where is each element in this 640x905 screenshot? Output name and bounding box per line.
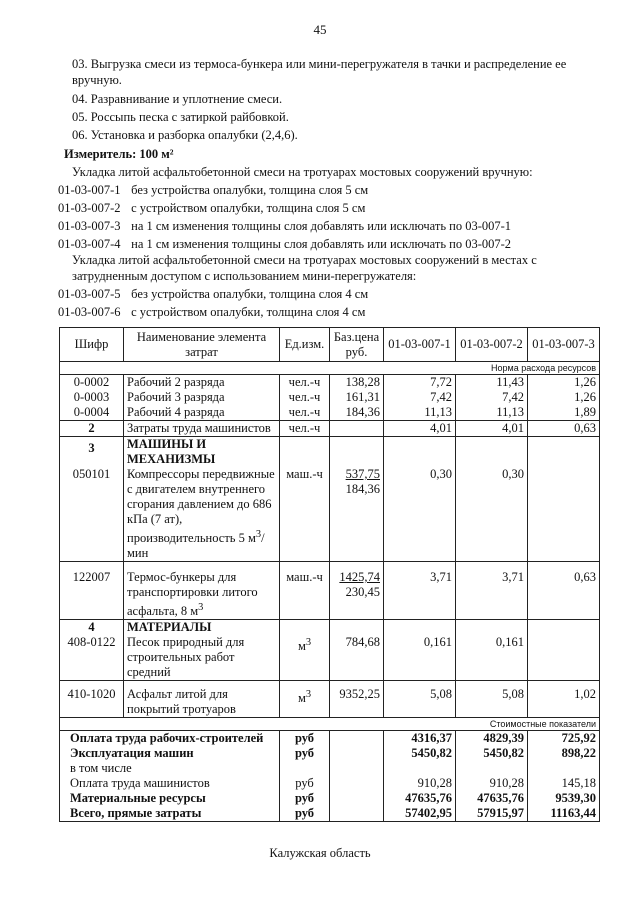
row-code: 0-0003	[60, 390, 124, 405]
row-v1: 0,30	[384, 467, 456, 562]
row-v2: 0,161	[456, 635, 528, 681]
step-04: 04. Разравнивание и уплотнение смеси.	[72, 92, 283, 106]
row-v1: 0,161	[384, 635, 456, 681]
row-unit: чел.-ч	[280, 375, 330, 391]
table-row	[60, 421, 600, 437]
row-v1: 4,01	[384, 421, 456, 437]
total-v2: 47635,76	[456, 791, 528, 806]
col-v3: 01-03-007-3	[528, 328, 600, 362]
total-v3: 145,18	[528, 776, 600, 791]
row-name: Песок природный для строительных работ средний	[124, 635, 280, 681]
step-06: 06. Установка и разборка опалубки (2,4,6).	[72, 128, 298, 142]
row-v2: 5,08	[456, 681, 528, 718]
row-v3: 1,26	[528, 375, 600, 391]
row-unit-text: м	[297, 691, 306, 706]
row-name	[124, 562, 280, 620]
row-price: 9352,25	[330, 681, 384, 718]
row-price: 784,68	[330, 635, 384, 681]
row-price-machinist: 184,36	[345, 482, 380, 496]
page-number: 45	[313, 22, 327, 37]
section-code: 4	[60, 620, 124, 636]
table-row	[60, 635, 600, 681]
row-v2: 11,13	[456, 405, 528, 421]
row-v3	[528, 467, 600, 562]
item-text: на 1 см изменения толщины слоя добавлять или исключать по 03-007-1	[131, 219, 512, 233]
col-v1: 01-03-007-1	[384, 328, 456, 362]
total-v3: 11163,44	[528, 806, 600, 822]
row-code: 410-1020	[60, 681, 124, 718]
section-title: МАТЕРИАЛЫ	[124, 620, 280, 636]
row-name: Рабочий 3 разряда	[124, 390, 280, 405]
row-unit-text: м	[297, 639, 306, 654]
total-v1: 47635,76	[384, 791, 456, 806]
table-row	[60, 681, 600, 718]
row-v3: 0,63	[528, 421, 600, 437]
row-price	[330, 562, 384, 620]
item-text: на 1 см изменения толщины слоя добавлять или исключать по 03-007-2	[131, 237, 512, 251]
row-unit	[280, 635, 330, 681]
item-text: с устройством опалубки, толщина слоя 4 см	[131, 305, 366, 319]
row-price	[330, 421, 384, 437]
total-row	[60, 806, 600, 822]
item-text: с устройством опалубки, толщина слоя 5 см	[131, 201, 366, 215]
row-price: 161,31	[330, 390, 384, 405]
total-v1: 4316,37	[384, 731, 456, 747]
row-name-tail: /мин	[127, 531, 265, 561]
item-code: 01-03-007-2	[58, 201, 121, 215]
row-v1: 5,08	[384, 681, 456, 718]
norm-caption: Норма расхода ресурсов	[60, 362, 600, 375]
item-01-03-007-4	[58, 236, 511, 252]
row-v2: 4,01	[456, 421, 528, 437]
row-name-text: Компрессоры передвижные с двигателем внутреннего сгорания давлением до 686 кПа (7 ат), производительность 5 м	[127, 467, 275, 546]
item-code: 01-03-007-1	[58, 183, 121, 197]
resource-table	[59, 327, 600, 822]
col-unit: Ед.изм.	[280, 328, 330, 362]
total-v1	[384, 761, 456, 776]
table-row	[60, 467, 600, 562]
section-title: МАШИНЫ И МЕХАНИЗМЫ	[124, 437, 280, 468]
table-row	[60, 390, 600, 405]
row-code: 122007	[60, 562, 124, 620]
total-v2: 910,28	[456, 776, 528, 791]
item-code: 01-03-007-5	[58, 287, 121, 301]
col-v2: 01-03-007-2	[456, 328, 528, 362]
cost-caption: Стоимостные показатели	[60, 718, 600, 731]
row-price: 138,28	[330, 375, 384, 391]
total-unit: руб	[280, 791, 330, 806]
total-v3	[528, 761, 600, 776]
total-v3: 725,92	[528, 731, 600, 747]
item-01-03-007-5	[58, 286, 368, 302]
row-v2: 11,43	[456, 375, 528, 391]
row-v1: 7,72	[384, 375, 456, 391]
total-v3: 898,22	[528, 746, 600, 761]
row-code: 2	[60, 421, 124, 437]
total-unit	[280, 761, 330, 776]
table-row	[60, 562, 600, 620]
measure-unit: Измеритель: 100 м²	[64, 147, 174, 161]
row-name: Рабочий 4 разряда	[124, 405, 280, 421]
item-code: 01-03-007-6	[58, 305, 121, 319]
footer-region: Калужская область	[269, 846, 371, 860]
total-v1: 5450,82	[384, 746, 456, 761]
intro-manual: Укладка литой асфальтобетонной смеси на тротуарах мостовых сооружений вручную:	[72, 165, 533, 179]
total-name: Оплата труда рабочих-строителей	[60, 731, 280, 747]
row-v3	[528, 635, 600, 681]
row-name: Затраты труда машинистов	[124, 421, 280, 437]
item-code: 01-03-007-3	[58, 219, 121, 233]
row-code: 408-0122	[60, 635, 124, 681]
norm-caption-row	[60, 362, 600, 375]
total-row	[60, 746, 600, 761]
row-name: Асфальт литой для покрытий тротуаров	[124, 681, 280, 718]
item-text: без устройства опалубки, толщина слоя 4 см	[131, 287, 369, 301]
step-05: 05. Россыпь песка с затиркой райбовкой.	[72, 110, 289, 124]
row-v3: 1,89	[528, 405, 600, 421]
row-name	[124, 467, 280, 562]
row-v1: 7,42	[384, 390, 456, 405]
row-unit: чел.-ч	[280, 405, 330, 421]
total-name: Оплата труда машинистов	[60, 776, 280, 791]
row-unit: чел.-ч	[280, 390, 330, 405]
row-v3: 1,26	[528, 390, 600, 405]
total-unit: руб	[280, 731, 330, 747]
table-row	[60, 375, 600, 391]
row-price-main: 1425,74	[339, 570, 380, 585]
item-01-03-007-2	[58, 200, 365, 216]
row-v2: 3,71	[456, 562, 528, 620]
total-name: Эксплуатация машин	[60, 746, 280, 761]
section-machines-row	[60, 437, 600, 468]
total-v1: 910,28	[384, 776, 456, 791]
item-01-03-007-1	[58, 182, 368, 198]
col-name: Наименование элемента затрат	[124, 328, 280, 362]
col-price: Баз.цена руб.	[330, 328, 384, 362]
intro-mini-loader: Укладка литой асфальтобетонной смеси на тротуарах мостовых сооружений в местах с затрудненным доступом с использованием мини-перегружателя:	[72, 253, 537, 283]
row-code: 0-0002	[60, 375, 124, 391]
item-code: 01-03-007-4	[58, 237, 121, 251]
row-price	[330, 467, 384, 562]
total-name: Всего, прямые затраты	[60, 806, 280, 822]
step-03: 03. Выгрузка смеси из термоса-бункера или мини-перегружателя в тачки и распределение ее вручную.	[72, 57, 567, 87]
row-price-machinist: 230,45	[345, 585, 380, 600]
cost-caption-row	[60, 718, 600, 731]
item-text: без устройства опалубки, толщина слоя 5 см	[131, 183, 369, 197]
row-code: 0-0004	[60, 405, 124, 421]
row-unit-sup: 3	[305, 637, 312, 649]
total-row	[60, 791, 600, 806]
total-name: Материальные ресурсы	[60, 791, 280, 806]
total-v3: 9539,30	[528, 791, 600, 806]
row-v2: 7,42	[456, 390, 528, 405]
total-unit: руб	[280, 806, 330, 822]
row-unit: маш.-ч	[280, 467, 330, 562]
total-v1: 57402,95	[384, 806, 456, 822]
total-name: в том числе	[60, 761, 280, 776]
item-01-03-007-3	[58, 218, 511, 234]
row-v3: 1,02	[528, 681, 600, 718]
section-code: 3	[60, 437, 124, 468]
row-name-text: Термос-бункеры для транспортировки литого асфальта, 8 м	[127, 570, 258, 619]
row-v2: 0,30	[456, 467, 528, 562]
total-v2: 5450,82	[456, 746, 528, 761]
row-v1: 3,71	[384, 562, 456, 620]
total-row	[60, 776, 600, 791]
item-01-03-007-6	[58, 304, 365, 320]
total-v2	[456, 761, 528, 776]
table-row	[60, 405, 600, 421]
row-v3: 0,63	[528, 562, 600, 620]
row-name-sup: 3	[255, 529, 262, 540]
header-row	[60, 328, 600, 362]
row-v1: 11,13	[384, 405, 456, 421]
row-unit: чел.-ч	[280, 421, 330, 437]
total-v2: 4829,39	[456, 731, 528, 747]
row-price-main: 537,75	[345, 467, 380, 481]
row-unit-sup: 3	[305, 689, 312, 701]
row-code: 050101	[60, 467, 124, 562]
row-name: Рабочий 2 разряда	[124, 375, 280, 391]
total-unit: руб	[280, 746, 330, 761]
total-row	[60, 761, 600, 776]
row-unit	[280, 681, 330, 718]
total-row	[60, 731, 600, 747]
row-price: 184,36	[330, 405, 384, 421]
section-materials-row	[60, 620, 600, 636]
row-name-sup: 3	[198, 602, 204, 614]
total-unit: руб	[280, 776, 330, 791]
total-v2: 57915,97	[456, 806, 528, 822]
col-code: Шифр	[60, 328, 124, 362]
row-unit: маш.-ч	[280, 562, 330, 620]
